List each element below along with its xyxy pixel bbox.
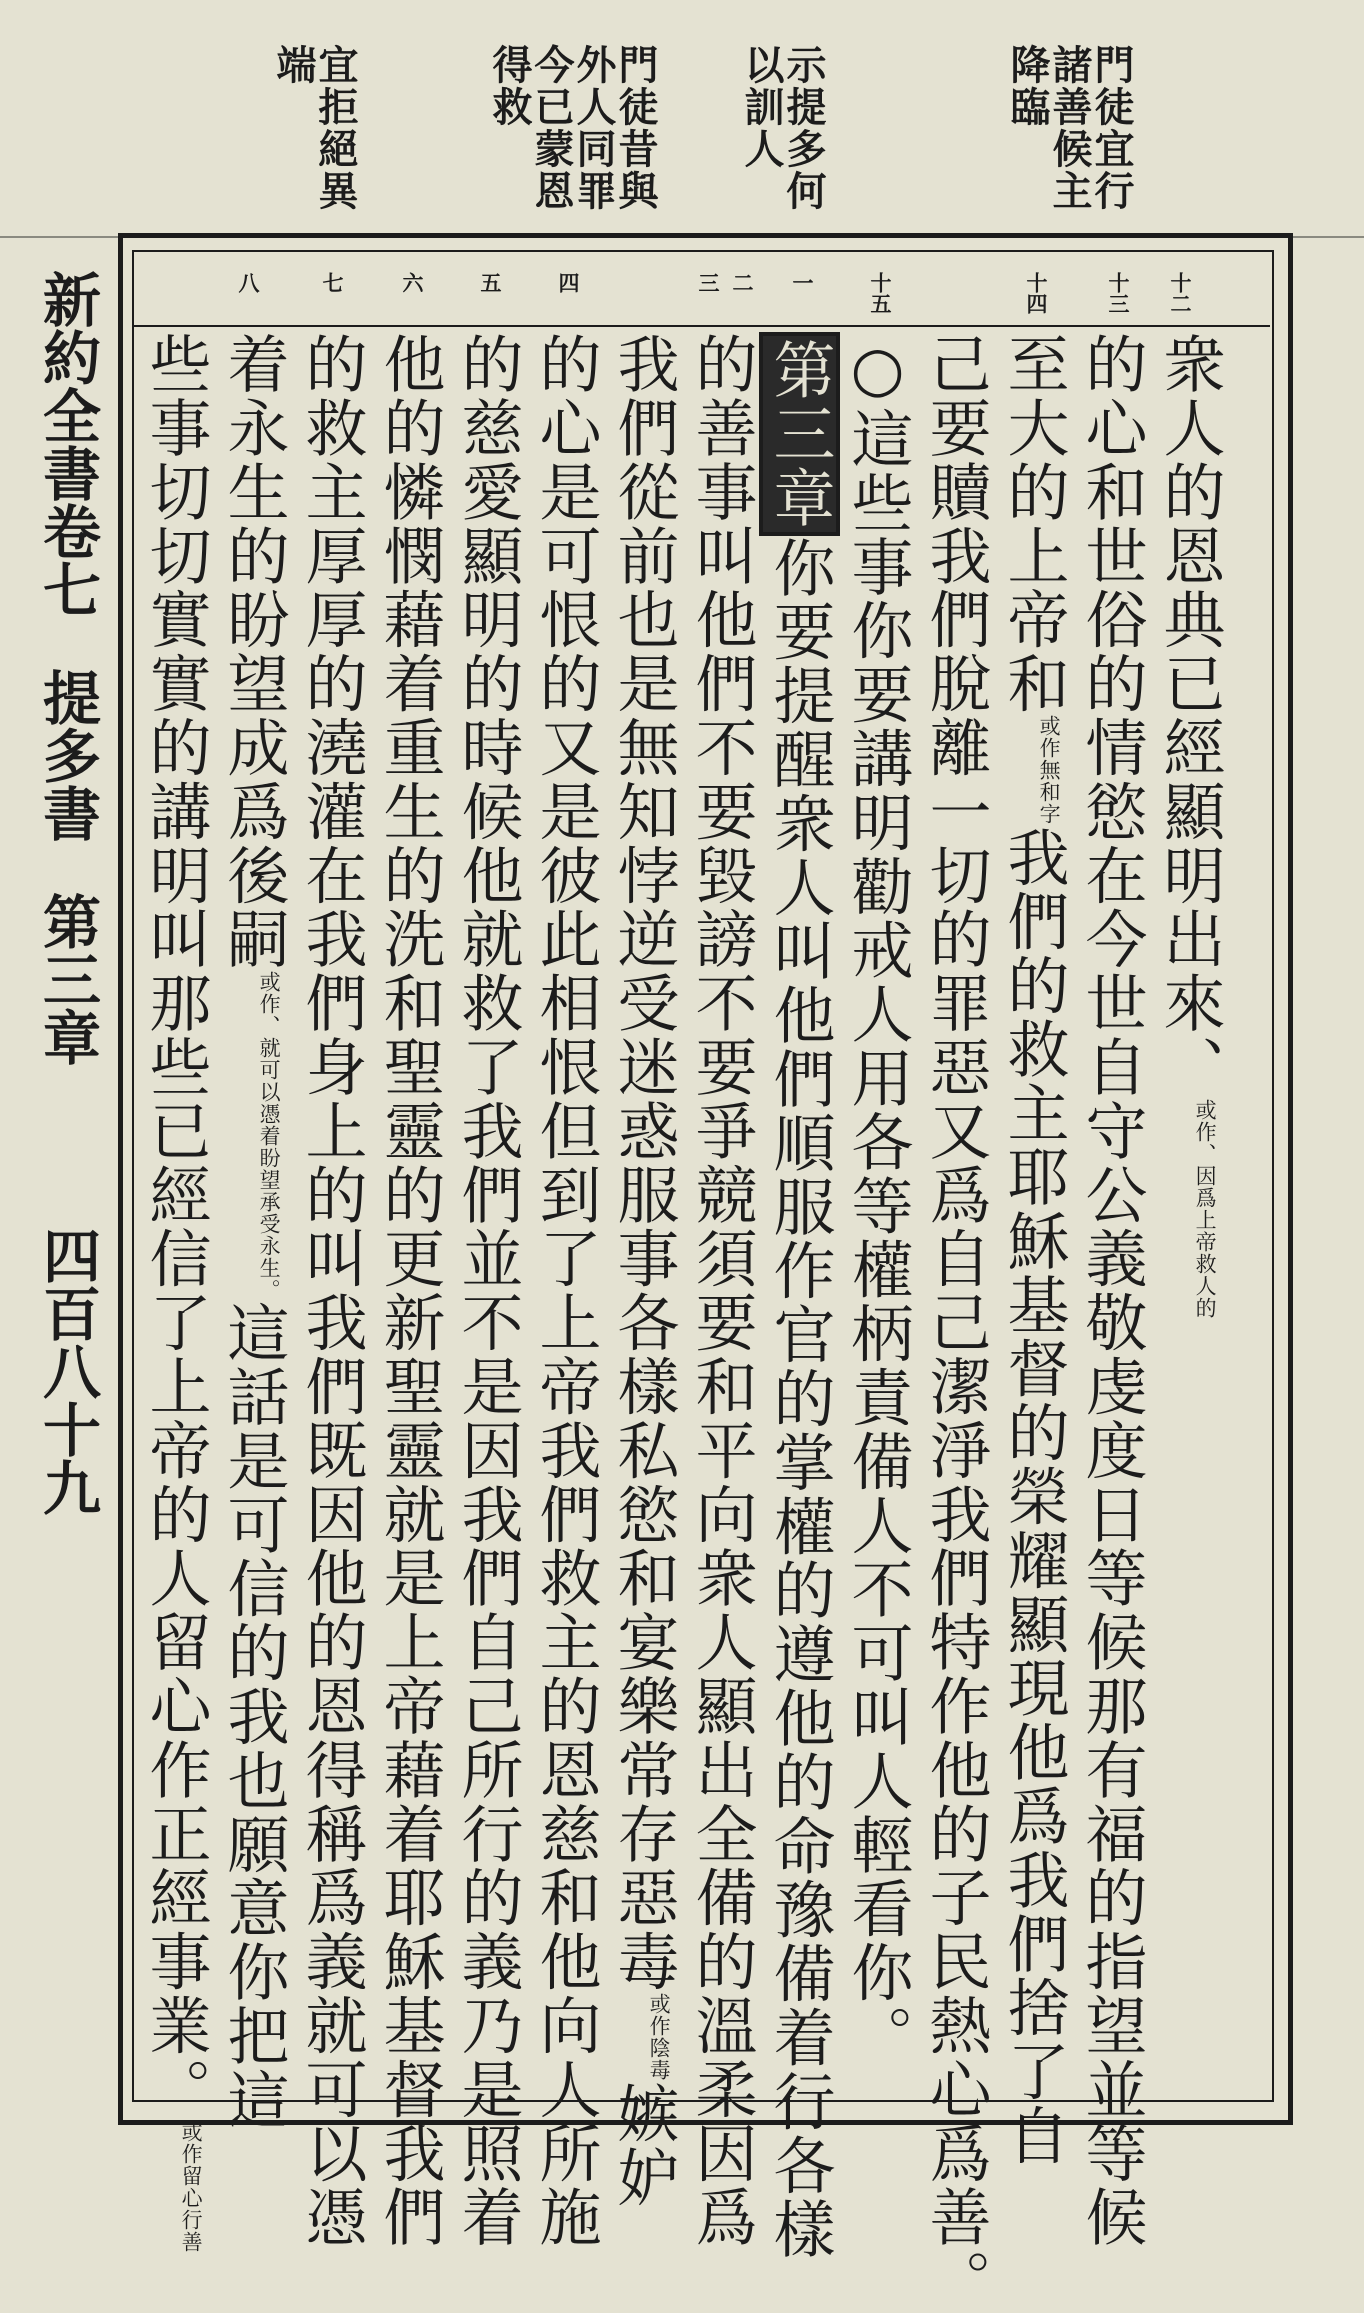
verse-number: 十三 xyxy=(1106,272,1131,314)
verse-number: 三 xyxy=(696,272,721,293)
inline-note: 或作、就可以憑着盼望承受永生。 xyxy=(257,971,282,1301)
verse-number: 十二 xyxy=(1168,272,1193,314)
text-column xyxy=(997,332,1070,2168)
chapter-heading: 第三章 xyxy=(759,332,840,536)
inline-note: 或作、因爲上帝救人的 xyxy=(1193,1098,1218,1319)
inline-note: 或作陰毒 xyxy=(647,1993,672,2082)
verse-number: 十五 xyxy=(868,272,893,314)
text-run: 我們的救主耶穌基督的榮耀顯現他爲我們捨了自 xyxy=(997,825,1070,2168)
text-column xyxy=(451,332,524,2249)
text-column xyxy=(607,332,680,2210)
book-title: 新約全書卷七 xyxy=(33,270,101,618)
headnote: 今已蒙恩 xyxy=(528,44,575,212)
text-run: 己要贖我們脫離一切的罪惡又爲自己潔淨我們特作他的子民熱心爲善。 xyxy=(919,332,992,2313)
text-run: 的慈愛顯明的時候他就救了我們並不是因我們自己所行的義乃是照着 xyxy=(451,332,524,2249)
headnote: 示提多何 xyxy=(780,44,827,212)
text-run: 的心是可恨的又是彼此相恨但到了上帝我們救主的恩慈和他向人所施 xyxy=(529,332,602,2249)
text-run: 着永生的盼望成爲後嗣 xyxy=(217,332,290,971)
book-name: 提多書 xyxy=(33,668,101,842)
chapter-label: 第三章 xyxy=(33,892,101,1066)
verse-number: 八 xyxy=(236,272,261,293)
headnote: 門徒宜行 xyxy=(1088,44,1135,212)
text-run: 些事切切實實的講明叫那些已經信了上帝的人留心作正經事業。 xyxy=(139,332,212,2122)
headnote: 以訓人 xyxy=(738,44,785,170)
text-run: 你要提醒衆人叫他們順服作官的掌權的遵他的命豫備着行各樣 xyxy=(763,535,836,2262)
text-column xyxy=(841,332,914,2069)
page-number: 四百八十九 xyxy=(33,1226,101,1516)
text-run: 的心和世俗的情慾在今世自守公義敬虔度日等候那有福的指望並等候 xyxy=(1075,332,1148,2249)
verse-number: 二 xyxy=(730,272,755,293)
headnote: 諸善候主 xyxy=(1046,44,1093,212)
headnote: 外人同罪 xyxy=(570,44,617,212)
text-run: 這話是可信的我也願意你把這 xyxy=(217,1301,290,2132)
verse-number: 四 xyxy=(556,272,581,293)
text-run: 至大的上帝和 xyxy=(997,332,1070,716)
text-column xyxy=(919,332,992,2313)
text-run: 的善事叫他們不要毀謗不要爭競須要和平向衆人顯出全備的溫柔因爲 xyxy=(685,332,758,2249)
verse-number: 六 xyxy=(400,272,425,293)
margin-title xyxy=(33,270,101,1516)
verse-number-rule xyxy=(132,325,1270,327)
text-column xyxy=(685,332,758,2249)
text-column xyxy=(763,332,836,2262)
text-column xyxy=(529,332,602,2249)
verse-number: 十四 xyxy=(1024,272,1049,314)
text-column xyxy=(139,332,212,2254)
headnote: 得救 xyxy=(486,44,533,128)
headnote: 門徒昔與 xyxy=(612,44,659,212)
text-run: ○這些事你要講明勸戒人用各等權柄責備人不可叫人輕看你。 xyxy=(841,332,914,2069)
verse-number: 五 xyxy=(478,272,503,293)
text-column xyxy=(1075,332,1148,2249)
headnote: 端 xyxy=(270,44,317,86)
text-run: 嫉妒 xyxy=(607,2081,680,2210)
text-column xyxy=(1153,332,1226,1319)
verse-number: 一 xyxy=(790,272,815,293)
headnote: 宜拒絕異 xyxy=(312,44,359,212)
inline-note: 或作無和字 xyxy=(1037,715,1062,826)
text-column xyxy=(217,332,290,2132)
verse-number: 七 xyxy=(320,272,345,293)
text-run: 的救主厚厚的澆灌在我們身上的叫我們既因他的恩得稱爲義就可以憑 xyxy=(295,332,368,2249)
inline-note: 或作留心行善 xyxy=(179,2121,204,2254)
headnote: 降臨 xyxy=(1004,44,1051,128)
text-run: 他的憐憫藉着重生的洗和聖靈的更新聖靈就是上帝藉着耶穌基督我們 xyxy=(373,332,446,2249)
text-run: 我們從前也是無知悖逆受迷惑服事各樣私慾和宴樂常存惡毒 xyxy=(607,332,680,1994)
text-run: 衆人的恩典已經顯明出來、 xyxy=(1153,332,1226,1099)
text-column xyxy=(295,332,368,2249)
text-column xyxy=(373,332,446,2249)
